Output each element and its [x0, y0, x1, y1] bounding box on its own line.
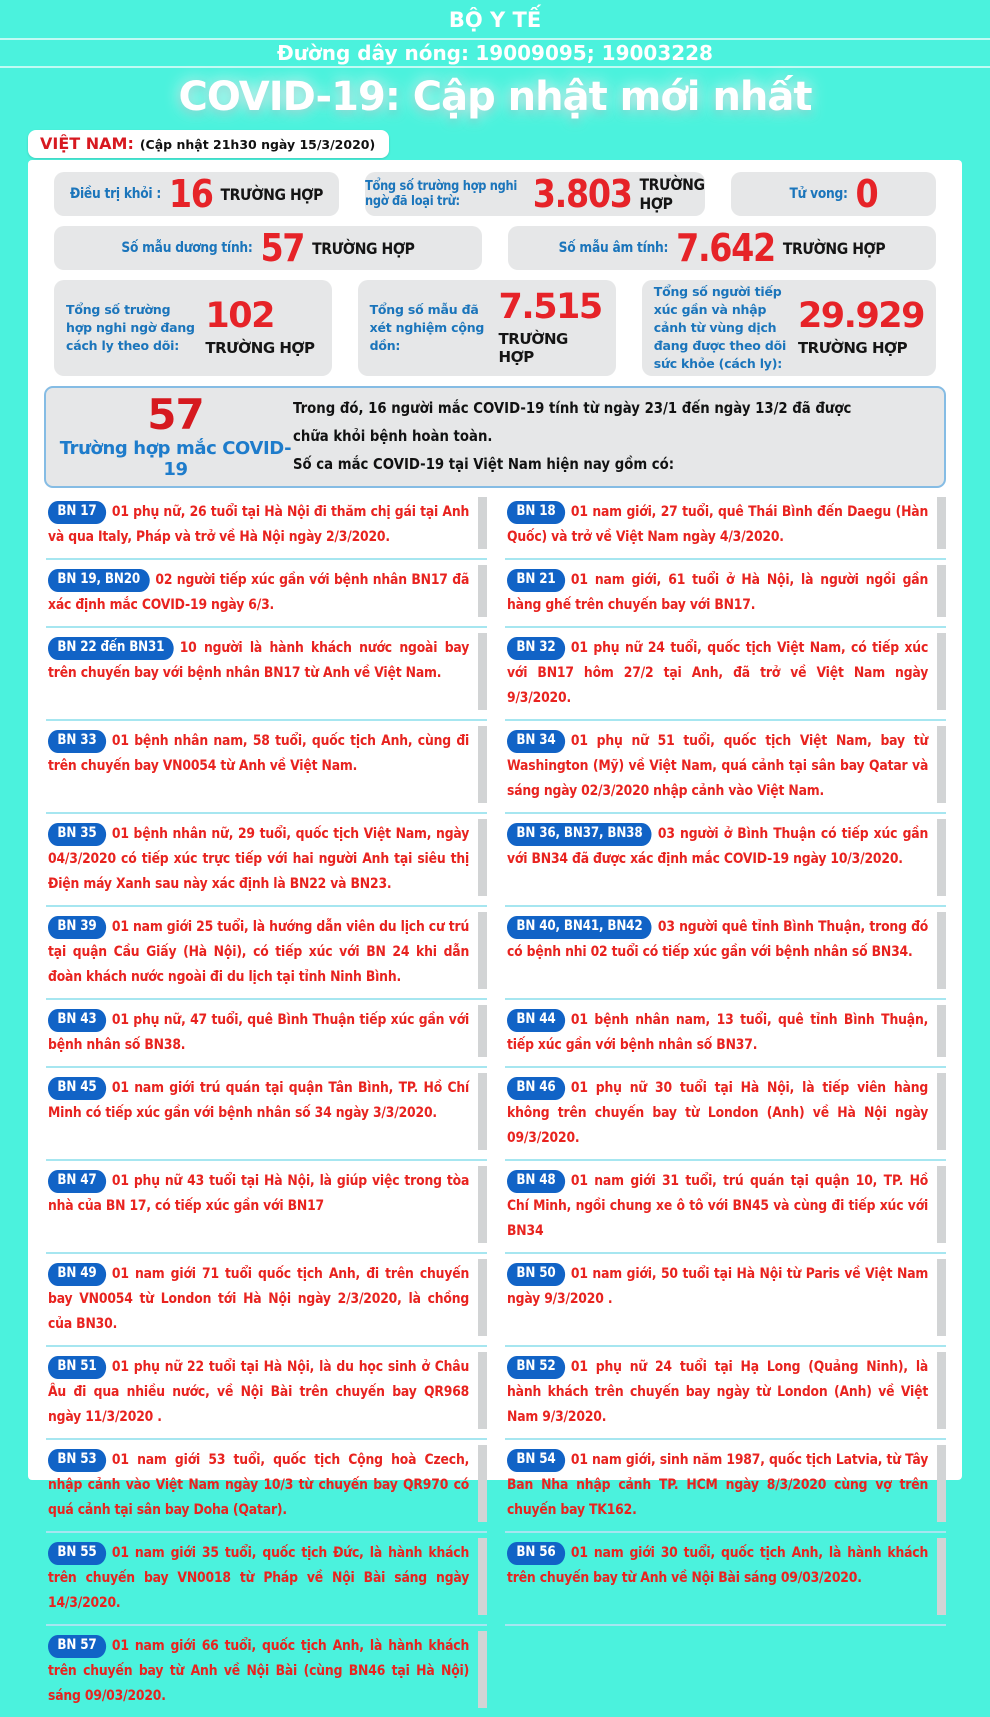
patient-badge: BN 49: [48, 1263, 106, 1286]
patient-badge: BN 36, BN37, BN38: [507, 823, 652, 846]
patient-badge: BN 44: [507, 1009, 565, 1032]
case-item: [46, 1626, 487, 1717]
stat-unit: TRƯỜNG HỢP: [782, 238, 886, 258]
covid-summary-box: [44, 386, 946, 488]
case-description: [48, 1169, 469, 1219]
case-text: 01 phụ nữ, 26 tuổi tại Hà Nội đi thăm chị gái tại Anh và qua Italy, Pháp và trở về Hà Nội ngày 2/3/2020.: [48, 504, 470, 545]
case-description: [507, 1076, 928, 1151]
ministry-header: [0, 0, 990, 40]
case-item: [505, 721, 946, 814]
summary-line-2: Số ca mắc COVID-19 tại Việt Nam hiện nay gồm có:: [293, 454, 675, 473]
hotline-label: Đường dây nóng:: [277, 41, 469, 65]
summary-count-label: Trường hợp mắc COVID-19: [59, 438, 292, 480]
case-description: [48, 1355, 469, 1430]
case-description: [507, 1262, 928, 1312]
stat-value: 7.515: [498, 287, 602, 327]
case-text: 01 nam giới, 27 tuổi, quê Thái Bình đến Daegu (Hàn Quốc) và trở về Việt Nam ngày 4/3/2020.: [507, 504, 929, 545]
stat-treated-recovered: [54, 172, 339, 216]
case-item: [46, 1000, 487, 1068]
case-item: [505, 1440, 946, 1533]
stat-label: Số mẫu âm tính:: [558, 240, 669, 256]
ministry-title: BỘ Y TẾ: [448, 8, 542, 32]
case-item: [46, 814, 487, 907]
case-description: [507, 1169, 928, 1244]
stat-unit: TRƯỜNG HỢP: [220, 184, 323, 204]
case-text: 01 phụ nữ, 47 tuổi, quê Bình Thuận tiếp xúc gần với bệnh nhân số BN38.: [48, 1012, 470, 1053]
case-description: [48, 729, 469, 779]
case-description: [507, 500, 928, 550]
case-description: [507, 915, 928, 965]
case-item: [505, 1000, 946, 1068]
page-title: COVID-19: Cập nhật mới nhất: [178, 74, 812, 120]
stat-suspected-isolated: [54, 280, 332, 376]
case-text: 01 phụ nữ 24 tuổi tại Hạ Long (Quảng Ninh), là hành khách trên chuyến bay ngày từ London (Anh) về Việt Nam 9/3/2020.: [507, 1359, 929, 1425]
patient-badge: BN 52: [507, 1356, 565, 1379]
patient-badge: BN 33: [48, 730, 106, 753]
case-text: 01 nam giới, 61 tuổi ở Hà Nội, là người ngồi gần hàng ghế trên chuyến bay với BN17.: [507, 572, 929, 613]
stat-value: 29.929: [797, 296, 924, 336]
patient-badge: BN 45: [48, 1077, 106, 1100]
case-item: [46, 560, 487, 628]
case-text: 01 nam giới trú quán tại quận Tân Bình, TP. Hồ Chí Minh có tiếp xúc gần với bệnh nhân số 34 ngày 3/3/2020.: [48, 1080, 470, 1121]
hotline-numbers: 19009095; 19003228: [475, 41, 713, 65]
stat-unit: TRƯỜNG HỢP: [498, 330, 568, 366]
stat-label: Điều trị khỏi :: [69, 186, 162, 202]
stat-unit: TRƯỜNG HỢP: [797, 339, 908, 357]
case-text: 01 nam giới 71 tuổi quốc tịch Anh, đi trên chuyến bay VN0054 từ London tới Hà Nội ngày 2/3/2020, là chồng của BN30.: [48, 1266, 470, 1332]
case-item: [46, 1254, 487, 1347]
stat-value: 7.642: [676, 226, 775, 270]
stat-label: Tổng số trường hợp nghi ngờ đã loại trừ:: [365, 179, 518, 209]
case-item: [46, 907, 487, 1000]
case-description: [507, 568, 928, 618]
patient-badge: BN 40, BN41, BN42: [507, 916, 652, 939]
patient-badge: BN 22 đến BN31: [48, 637, 174, 660]
patient-badge: BN 53: [48, 1449, 106, 1472]
patient-badge: BN 17: [48, 501, 106, 524]
stat-value: 102: [205, 296, 274, 336]
case-item: [505, 1533, 946, 1626]
case-text: 01 nam giới 31 tuổi, trú quán tại quận 10, TP. Hồ Chí Minh, ngồi chung xe ô tô với BN45 và cùng đi tiếp xúc với BN34: [507, 1173, 929, 1239]
patient-badge: BN 39: [48, 916, 106, 939]
case-item: [505, 492, 946, 560]
stat-value: 0: [855, 172, 878, 216]
stat-label: Tổng số mẫu đã xét nghiệm cộng dồn:: [369, 301, 485, 354]
case-text: 10 người là hành khách nước ngoài bay trên chuyến bay với bệnh nhân BN17 từ Anh về Việt Nam.: [48, 640, 470, 681]
summary-count-block: [58, 390, 293, 480]
case-item: [46, 1068, 487, 1161]
case-description: [507, 1355, 928, 1430]
case-text: 01 nam giới 66 tuổi, quốc tịch Anh, là hành khách trên chuyến bay từ Anh về Nội Bài (cùng BN46 tại Hà Nội) sáng 09/03/2020.: [48, 1638, 470, 1704]
case-description: [48, 1541, 469, 1616]
case-list: [28, 488, 962, 1717]
patient-badge: BN 35: [48, 823, 106, 846]
case-description: [507, 1541, 928, 1591]
case-text: 01 phụ nữ 51 tuổi, quốc tịch Việt Nam, bay từ Washington (Mỹ) về Việt Nam, quá cảnh tại sân bay Qatar và sáng ngày 02/3/2020 nhập cảnh vào Việt Nam.: [507, 733, 929, 799]
case-item: [46, 1161, 487, 1254]
case-text: 01 nam giới 35 tuổi, quốc tịch Đức, là hành khách trên chuyến bay VN0018 từ Pháp về Nội Bài sáng ngày 14/3/2020.: [48, 1545, 470, 1611]
case-description: [507, 1448, 928, 1523]
stat-total-tested: [358, 280, 616, 376]
case-description: [48, 822, 469, 897]
case-text: 01 phụ nữ 22 tuổi tại Hà Nội, là du học sinh ở Châu Âu đi qua nhiều nước, về Nội Bài trên chuyến bay QR968 ngày 11/3/2020 .: [48, 1359, 470, 1425]
case-item: [505, 814, 946, 907]
patient-badge: BN 50: [507, 1263, 565, 1286]
case-item: [46, 1440, 487, 1533]
patient-badge: BN 54: [507, 1449, 565, 1472]
case-item: [505, 1347, 946, 1440]
stat-label: Tổng số người tiếp xúc gần và nhập cảnh từ vùng dịch đang được theo dõi sức khỏe (cách ly):: [653, 283, 787, 372]
case-item: [505, 907, 946, 1000]
case-text: 01 bệnh nhân nữ, 29 tuổi, quốc tịch Việt Nam, ngày 04/3/2020 có tiếp xúc trực tiếp với hai người Anh tại siêu thị Điện máy Xanh sau này xác định là BN22 và BN23.: [48, 826, 470, 892]
case-description: [48, 636, 469, 686]
stat-suspected-excluded: [365, 172, 705, 216]
case-item: [46, 492, 487, 560]
case-text: 01 nam giới 53 tuổi, quốc tịch Cộng hoà Czech, nhập cảnh vào Việt Nam ngày 10/3 từ chuyến bay QR970 có quá cảnh tại sân bay Doha (Qatar).: [48, 1452, 470, 1518]
case-description: [48, 1448, 469, 1523]
case-description: [507, 822, 928, 872]
patient-badge: BN 55: [48, 1542, 106, 1565]
summary-text: [293, 395, 859, 478]
case-text: 01 phụ nữ 24 tuổi, quốc tịch Việt Nam, có tiếp xúc với BN17 hôm 27/2 tại Anh, đã trở về Việt Nam ngày 9/3/2020.: [507, 640, 929, 706]
case-text: 03 người ở Bình Thuận có tiếp xúc gần với BN34 đã được xác định mắc COVID-19 ngày 10/3/2020.: [507, 826, 929, 867]
case-item: [46, 1347, 487, 1440]
patient-badge: BN 51: [48, 1356, 106, 1379]
patient-badge: BN 43: [48, 1009, 106, 1032]
case-description: [507, 636, 928, 711]
case-text: 01 nam giới 25 tuổi, là hướng dẫn viên du lịch cư trú tại quận Cầu Giấy (Hà Nội), có tiếp xúc với BN 24 khi dẫn đoàn khách nước ngoài đi du lịch tại tỉnh Ninh Bình.: [48, 919, 470, 985]
case-text: 01 bệnh nhân nam, 13 tuổi, quê tỉnh Bình Thuận, tiếp xúc gần với bệnh nhân số BN37.: [507, 1012, 929, 1053]
stat-label: Số mẫu dương tính:: [121, 240, 253, 256]
update-timestamp: (Cập nhật 21h30 ngày 15/3/2020): [139, 137, 376, 152]
hotline-bar: [0, 40, 990, 68]
patient-badge: BN 21: [507, 569, 565, 592]
case-description: [48, 568, 469, 618]
case-text: 01 nam giới 30 tuổi, quốc tịch Anh, là hành khách trên chuyến bay từ Anh về Nội Bài sáng 09/03/2020.: [507, 1545, 929, 1586]
stat-value: 16: [168, 172, 213, 216]
case-empty-cell: [505, 1626, 946, 1717]
case-description: [507, 729, 928, 804]
stat-unit: TRƯỜNG HỢP: [205, 339, 315, 357]
case-text: 02 người tiếp xúc gần với bệnh nhân BN17 đã xác định mắc COVID-19 ngày 6/3.: [48, 572, 470, 613]
patient-badge: BN 19, BN20: [48, 569, 149, 592]
stat-unit: TRƯỜNG HỢP: [312, 238, 415, 258]
case-text: 01 phụ nữ 43 tuổi tại Hà Nội, là giúp việc trong tòa nhà của BN 17, có tiếp xúc gần với BN17: [48, 1173, 470, 1214]
patient-badge: BN 18: [507, 501, 565, 524]
case-description: [48, 1634, 469, 1709]
case-item: [505, 560, 946, 628]
stat-positive-samples: [54, 226, 482, 270]
patient-badge: BN 32: [507, 637, 565, 660]
case-description: [48, 1076, 469, 1126]
patient-badge: BN 34: [507, 730, 565, 753]
summary-count: 57: [147, 390, 204, 439]
case-item: [505, 628, 946, 721]
case-item: [46, 628, 487, 721]
patient-badge: BN 56: [507, 1542, 565, 1565]
stat-deaths: [731, 172, 936, 216]
stat-close-contacts-monitored: [642, 280, 936, 376]
statistics-section: [28, 160, 962, 376]
summary-line-1: Trong đó, 16 người mắc COVID-19 tính từ ngày 23/1 đến ngày 13/2 đã được chữa khỏi bệnh hoàn toàn.: [293, 399, 852, 446]
country-label: VIỆT NAM:: [40, 134, 134, 153]
case-item: [505, 1254, 946, 1347]
patient-badge: BN 48: [507, 1170, 565, 1193]
patient-badge: BN 57: [48, 1635, 106, 1658]
case-text: 01 nam giới, sinh năm 1987, quốc tịch Latvia, từ Tây Ban Nha nhập cảnh TP. HCM ngày 8/3/2020 cùng vợ trên chuyến bay TK162.: [507, 1452, 929, 1518]
stat-label: Tử vong:: [789, 186, 848, 202]
country-update-pill: [28, 130, 389, 158]
case-text: 01 nam giới, 50 tuổi tại Hà Nội từ Paris về Việt Nam ngày 9/3/2020 .: [507, 1266, 929, 1307]
stat-unit: TRƯỜNG HỢP: [639, 175, 705, 213]
patient-badge: BN 47: [48, 1170, 106, 1193]
stat-label: Tổng số trường hợp nghi ngờ đang cách ly theo dõi:: [66, 301, 195, 354]
patient-badge: BN 46: [507, 1077, 565, 1100]
case-item: [505, 1161, 946, 1254]
stat-negative-samples: [508, 226, 936, 270]
content-panel: [28, 160, 962, 1704]
case-description: [48, 915, 469, 990]
case-description: [48, 1008, 469, 1058]
case-text: 03 người quê tỉnh Bình Thuận, trong đó có bệnh nhi 02 tuổi có tiếp xúc gần với bệnh nhân số BN34.: [507, 919, 929, 960]
stat-value: 3.803: [532, 172, 632, 216]
case-item: [46, 721, 487, 814]
stat-value: 57: [260, 226, 305, 270]
case-text: 01 bệnh nhân nam, 58 tuổi, quốc tịch Anh, cùng đi trên chuyến bay VN0054 từ Anh về Việt Nam.: [48, 733, 470, 774]
case-text: 01 phụ nữ 30 tuổi tại Hà Nội, là tiếp viên hàng không trên chuyến bay từ London (Anh) về Hà Nội ngày 09/3/2020.: [507, 1080, 929, 1146]
case-item: [505, 1068, 946, 1161]
case-description: [507, 1008, 928, 1058]
case-description: [48, 500, 469, 550]
case-description: [48, 1262, 469, 1337]
case-item: [46, 1533, 487, 1626]
